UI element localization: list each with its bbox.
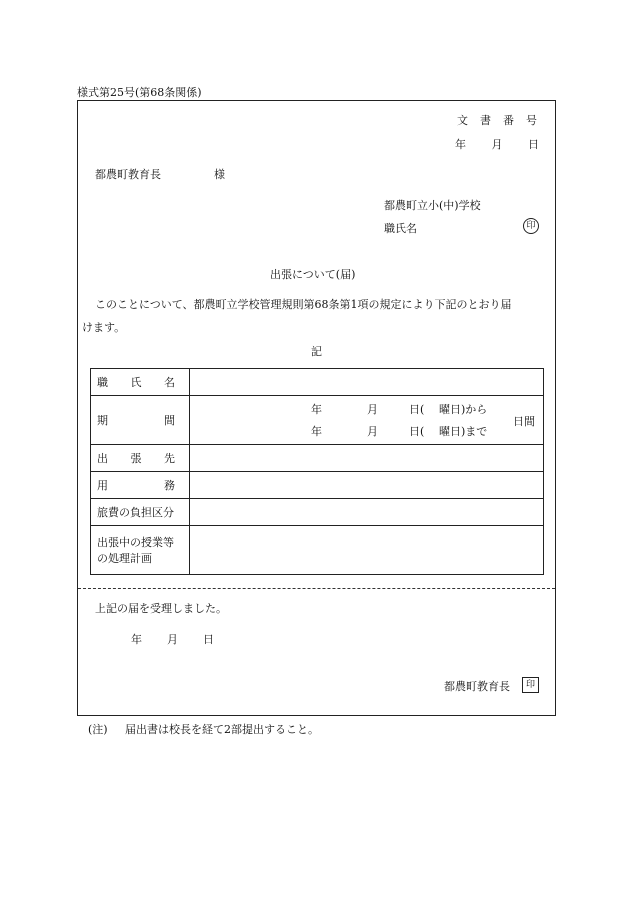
period-to-line: [311, 420, 487, 442]
period-value-cell[interactable]: [190, 396, 544, 445]
body-text-line-1: このことについて、都農町立学校管理規則第68条第1項の規定により下記のとおり届: [95, 298, 512, 311]
receipt-signer: 都農町教育長: [444, 680, 510, 693]
label-char: 用: [97, 479, 108, 492]
doc-number-char: 号: [526, 114, 537, 127]
receipt-date-month: 月: [167, 633, 178, 646]
period-year: 年: [311, 403, 322, 416]
note-label: (注): [88, 723, 108, 736]
detail-table: [90, 368, 544, 575]
label-char: 名: [164, 376, 175, 389]
body-text-line-2: けます。: [82, 321, 126, 334]
document-number-label: [457, 112, 537, 128]
name-value-cell[interactable]: [190, 369, 544, 396]
date-day: 日: [528, 138, 539, 151]
table-row: [91, 396, 544, 445]
addressee-name: 都農町教育長: [95, 168, 161, 181]
label-line: の処理計画: [97, 552, 152, 565]
period-day: 日(: [409, 403, 425, 416]
date-month: 月: [491, 138, 503, 151]
period-weekday-to: 曜日)まで: [439, 425, 488, 438]
seal-stamp-icon: 印: [523, 218, 539, 234]
document-title: 出張について(届): [270, 268, 356, 281]
label-char: 期: [97, 414, 108, 427]
label-char: 出: [97, 452, 108, 465]
row-label-class-plan: [91, 526, 190, 575]
table-row: [91, 472, 544, 499]
period-month: 月: [367, 425, 378, 438]
date-year: 年: [455, 138, 466, 151]
label-char: 先: [164, 452, 175, 465]
class-plan-value-cell[interactable]: [190, 526, 544, 575]
period-day: 日(: [409, 425, 425, 438]
table-row: [91, 445, 544, 472]
row-label-period: [91, 396, 190, 445]
label-char: 間: [164, 414, 175, 427]
doc-number-char: 番: [503, 114, 514, 127]
row-label-duty: [91, 472, 190, 499]
addressee-honorific: 様: [214, 168, 225, 181]
label-char: 務: [164, 479, 175, 492]
header-date: [455, 136, 539, 152]
dashed-divider: [78, 588, 555, 589]
period-weekday-from: 曜日)から: [439, 403, 488, 416]
label-char: 張: [130, 452, 142, 465]
seal-stamp-icon: 印: [522, 677, 539, 693]
sender-title-name: 職氏名: [384, 222, 417, 235]
table-row: [91, 369, 544, 396]
table-row: [91, 499, 544, 526]
period-from-line: [311, 398, 487, 420]
receipt-text: 上記の届を受理しました。: [95, 602, 227, 615]
period-year: 年: [311, 425, 322, 438]
period-month: 月: [367, 403, 378, 416]
destination-value-cell[interactable]: [190, 445, 544, 472]
row-label-name: [91, 369, 190, 396]
table-row: [91, 526, 544, 575]
row-label-destination: [91, 445, 190, 472]
row-label-travel-expense: 旅費の負担区分: [91, 499, 190, 526]
doc-number-char: 文: [457, 114, 468, 127]
travel-expense-value-cell[interactable]: [190, 499, 544, 526]
duty-value-cell[interactable]: [190, 472, 544, 499]
period-days: 日間: [513, 415, 535, 428]
label-char: 氏: [130, 376, 142, 389]
label-char: 職: [97, 376, 108, 389]
form-number-label: 様式第25号(第68条関係): [77, 86, 202, 99]
receipt-date-day: 日: [203, 633, 214, 646]
sender-school: 都農町立小(中)学校: [384, 199, 481, 212]
ki-heading: 記: [311, 345, 322, 358]
receipt-date-year: 年: [131, 633, 142, 646]
note-text: 届出書は校長を経て2部提出すること。: [125, 723, 319, 736]
doc-number-char: 書: [480, 114, 491, 127]
label-line: 出張中の授業等: [97, 536, 174, 549]
